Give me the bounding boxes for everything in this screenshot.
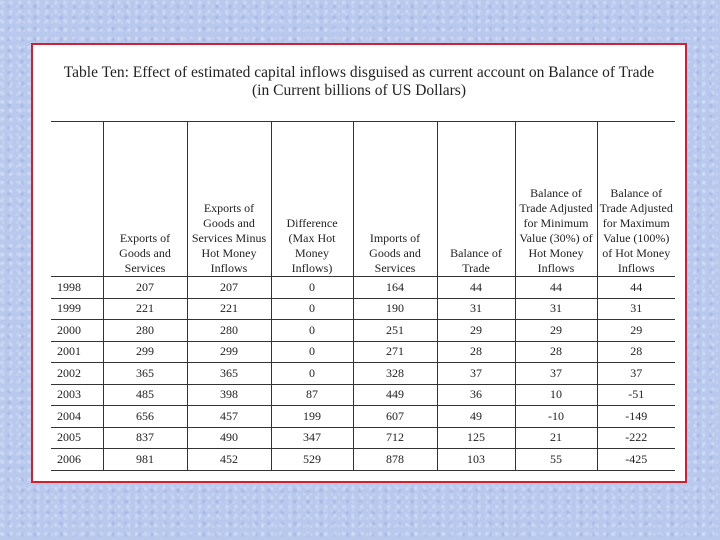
year-cell: 2003 <box>51 384 103 406</box>
value-cell: 207 <box>103 277 187 299</box>
table-row <box>51 427 675 449</box>
value-cell: 398 <box>187 384 271 406</box>
value-cell: 490 <box>187 427 271 449</box>
column-header: Imports of Goods and Services <box>353 122 437 277</box>
column-header: Exports of Goods and Services Minus Hot Money Inflows <box>187 122 271 277</box>
value-cell: 280 <box>187 320 271 342</box>
table-row <box>51 298 675 320</box>
year-cell: 2001 <box>51 341 103 363</box>
value-cell: 452 <box>187 449 271 471</box>
value-cell: 365 <box>103 363 187 385</box>
table-body <box>51 277 675 471</box>
table-title-line-2: (in Current billions of US Dollars) <box>252 82 466 99</box>
value-cell: 280 <box>103 320 187 342</box>
value-cell: 299 <box>103 341 187 363</box>
value-cell: 251 <box>353 320 437 342</box>
table-title-line-1: Table Ten: Effect of estimated capital inflows disguised as current account on Balance of Trade <box>63 64 655 81</box>
value-cell: 878 <box>353 449 437 471</box>
year-cell: 1999 <box>51 298 103 320</box>
value-cell: 87 <box>271 384 353 406</box>
column-header: Difference (Max Hot Money Inflows) <box>271 122 353 277</box>
value-cell: 44 <box>597 277 675 299</box>
table-row <box>51 277 675 299</box>
balance-of-trade-table <box>51 121 675 471</box>
column-header: Exports of Goods and Services <box>103 122 187 277</box>
value-cell: 125 <box>437 427 515 449</box>
value-cell: 29 <box>515 320 597 342</box>
value-cell: 190 <box>353 298 437 320</box>
value-cell: 607 <box>353 406 437 428</box>
value-cell: 299 <box>187 341 271 363</box>
table-row <box>51 449 675 471</box>
column-header: Balance of Trade Adjusted for Maximum Value (100%) of Hot Money Inflows <box>597 122 675 277</box>
value-cell: 49 <box>437 406 515 428</box>
table-header-row <box>51 122 675 277</box>
value-cell: 31 <box>597 298 675 320</box>
column-header <box>51 122 103 277</box>
value-cell: -222 <box>597 427 675 449</box>
value-cell: 199 <box>271 406 353 428</box>
value-cell: 0 <box>271 298 353 320</box>
table-row <box>51 320 675 342</box>
value-cell: 44 <box>515 277 597 299</box>
year-cell: 2004 <box>51 406 103 428</box>
value-cell: 55 <box>515 449 597 471</box>
value-cell: 28 <box>437 341 515 363</box>
value-cell: 36 <box>437 384 515 406</box>
value-cell: 0 <box>271 277 353 299</box>
value-cell: 207 <box>187 277 271 299</box>
table-row <box>51 363 675 385</box>
value-cell: 365 <box>187 363 271 385</box>
value-cell: 0 <box>271 341 353 363</box>
value-cell: 37 <box>437 363 515 385</box>
value-cell: 37 <box>597 363 675 385</box>
value-cell: 712 <box>353 427 437 449</box>
table-row <box>51 341 675 363</box>
year-cell: 1998 <box>51 277 103 299</box>
value-cell: 837 <box>103 427 187 449</box>
value-cell: 29 <box>597 320 675 342</box>
year-cell: 2000 <box>51 320 103 342</box>
value-cell: 37 <box>515 363 597 385</box>
slide-panel <box>31 43 687 483</box>
table-row <box>51 406 675 428</box>
value-cell: -10 <box>515 406 597 428</box>
value-cell: 328 <box>353 363 437 385</box>
value-cell: 0 <box>271 320 353 342</box>
value-cell: 221 <box>103 298 187 320</box>
value-cell: 271 <box>353 341 437 363</box>
year-cell: 2006 <box>51 449 103 471</box>
value-cell: 28 <box>515 341 597 363</box>
value-cell: 0 <box>271 363 353 385</box>
value-cell: 529 <box>271 449 353 471</box>
value-cell: -425 <box>597 449 675 471</box>
value-cell: 10 <box>515 384 597 406</box>
value-cell: -149 <box>597 406 675 428</box>
value-cell: 449 <box>353 384 437 406</box>
table-row <box>51 384 675 406</box>
value-cell: 485 <box>103 384 187 406</box>
value-cell: 44 <box>437 277 515 299</box>
value-cell: -51 <box>597 384 675 406</box>
value-cell: 31 <box>437 298 515 320</box>
value-cell: 221 <box>187 298 271 320</box>
column-header: Balance of Trade Adjusted for Minimum Value (30%) of Hot Money Inflows <box>515 122 597 277</box>
value-cell: 656 <box>103 406 187 428</box>
value-cell: 29 <box>437 320 515 342</box>
value-cell: 164 <box>353 277 437 299</box>
value-cell: 31 <box>515 298 597 320</box>
table-title <box>33 64 685 100</box>
value-cell: 457 <box>187 406 271 428</box>
value-cell: 21 <box>515 427 597 449</box>
year-cell: 2005 <box>51 427 103 449</box>
value-cell: 981 <box>103 449 187 471</box>
value-cell: 28 <box>597 341 675 363</box>
value-cell: 103 <box>437 449 515 471</box>
value-cell: 347 <box>271 427 353 449</box>
year-cell: 2002 <box>51 363 103 385</box>
column-header: Balance of Trade <box>437 122 515 277</box>
